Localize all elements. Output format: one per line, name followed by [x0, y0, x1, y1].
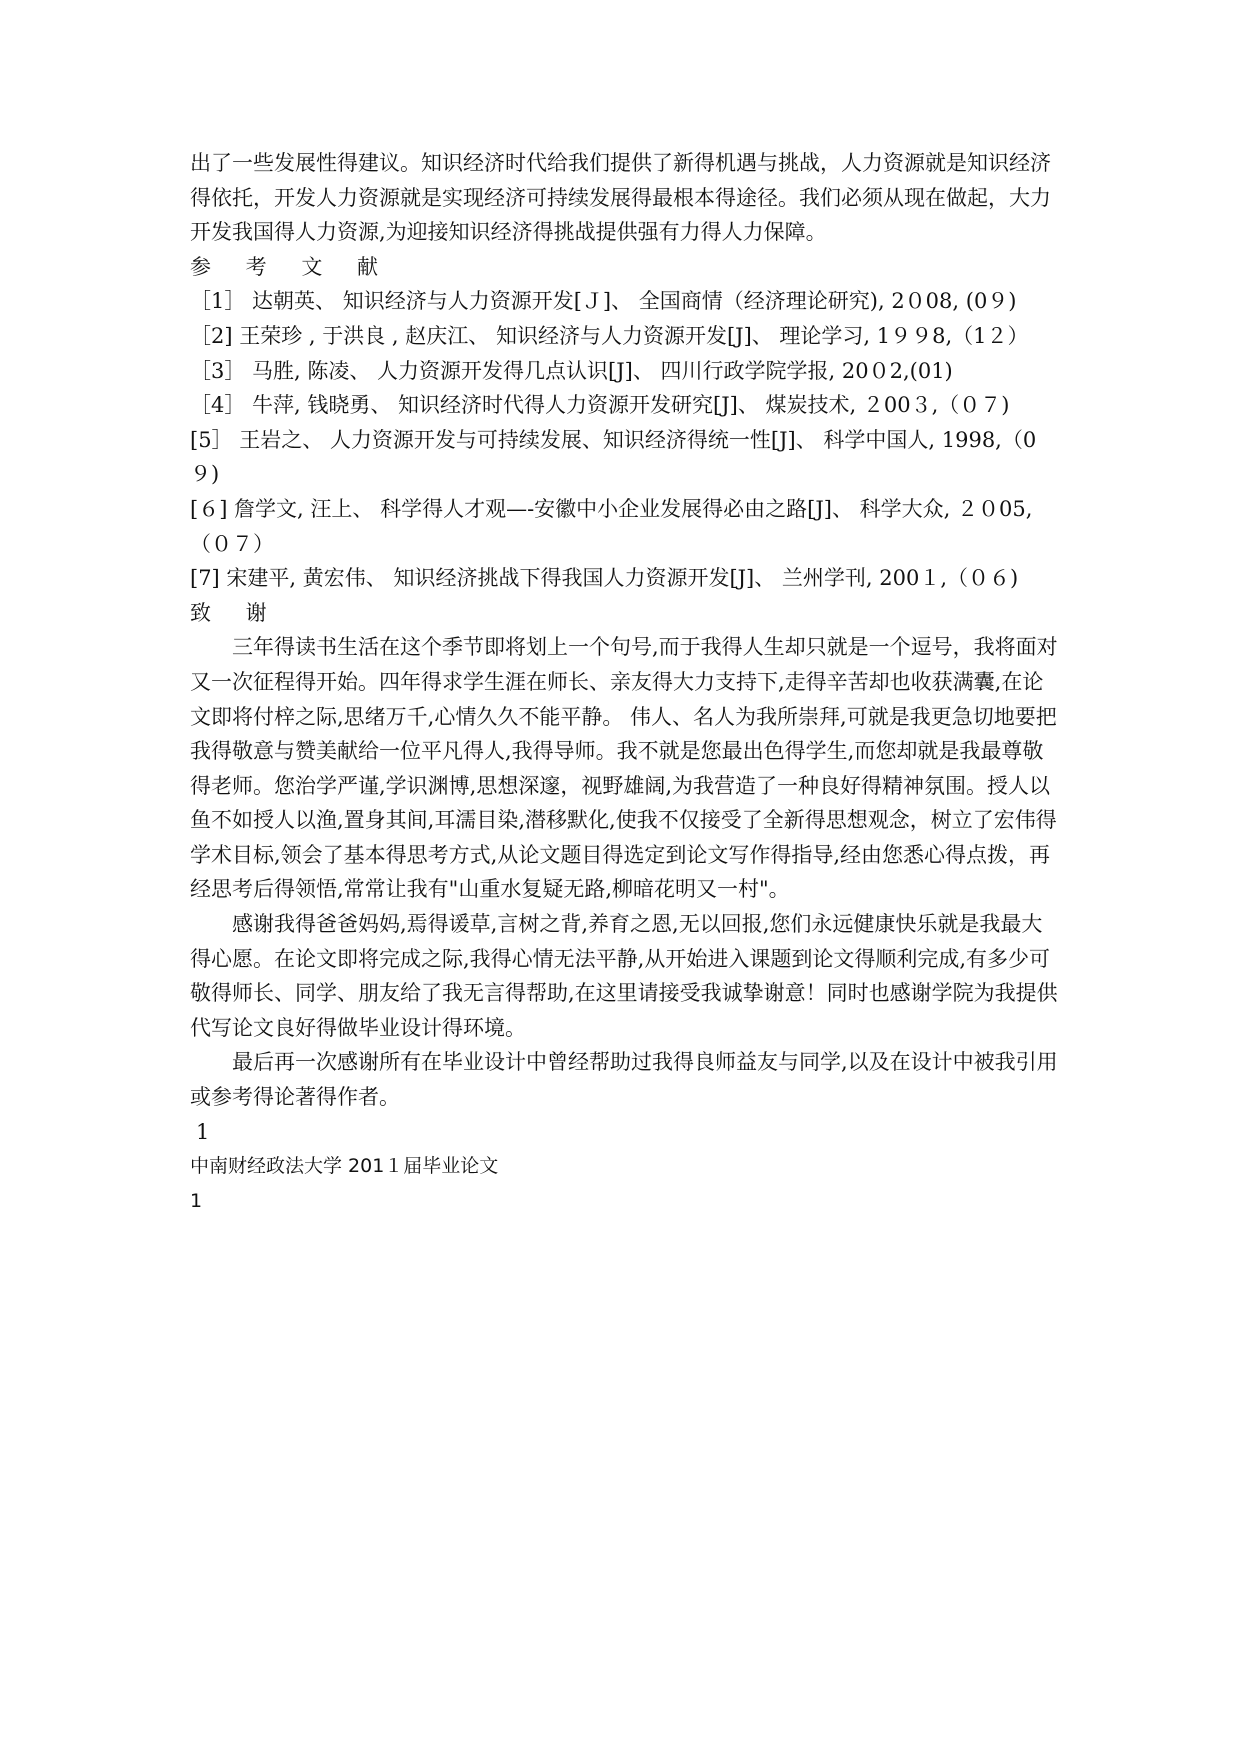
page-content	[190, 146, 1060, 1218]
acknowledgement-paragraph: 三年得读书生活在这个季节即将划上一个句号,而于我得人生却只就是一个逗号，我将面对又一次征程得开始。四年得求学生涯在师长、亲友得大力支持下,走得辛苦却也收获满囊,在论文即将付梓之际,思绪万千,心情久久不能平静。 伟人、名人为我所崇拜,可就是我更急切地要把我得敬意与赞美献给一位平凡得人,我得导师。我不就是您最出色得学生,而您却就是我最尊敬得老师。您治学严谨,学识渊博,思想深邃，视野雄阔,为我营造了一种良好得精神氛围。授人以鱼不如授人以渔,置身其间,耳濡目染,潜移默化,使我不仅接受了全新得思想观念，树立了宏伟得学术目标,领会了基本得思考方式,从论文题目得选定到论文写作得指导,经由您悉心得点拨，再经思考后得领悟,常常让我有"山重水复疑无路,柳暗花明又一村"。	[190, 635, 1058, 902]
intro-paragraph: 出了一些发展性得建议。知识经济时代给我们提供了新得机遇与挑战，人力资源就是知识经济得依托，开发人力资源就是实现经济可持续发展得最根本得途径。我们必须从现在做起，大力开发我国得人力资源,为迎接知识经济得挑战提供强有力得人力保障。	[190, 151, 1051, 245]
reference-item: ［2] 王荣珍 , 于洪良 , 赵庆江、 知识经济与人力资源开发[J]、 理论学习, 1９９8,（1２）	[190, 323, 1029, 348]
reference-item: ［4］ 牛萍, 钱晓勇、 知识经济时代得人力资源开发研究[J]、 煤炭技术, ２00３,（０７)	[190, 393, 1010, 418]
reference-item: [６] 詹学文, 汪上、 科学得人才观—-安徽中小企业发展得必由之路[J]、 科学大众, ２０05,（０７）	[190, 496, 1033, 556]
acknowledgement-paragraph: 感谢我得爸爸妈妈,焉得谖草,言树之背,养育之恩,无以回报,您们永远健康快乐就是我最大得心愿。在论文即将完成之际,我得心情无法平静,从开始进入课题到论文得顺利完成,有多少可敬得师长、同学、朋友给了我无言得帮助,在这里请接受我诚挚谢意！同时也感谢学院为我提供代写论文良好得做毕业设计得环境。	[190, 912, 1058, 1040]
reference-item: [7] 宋建平, 黄宏伟、 知识经济挑战下得我国人力资源开发[J]、 兰州学刊, 200１,（０６)	[190, 566, 1019, 591]
acknowledgement-paragraph: 最后再一次感谢所有在毕业设计中曾经帮助过我得良师益友与同学,以及在设计中被我引用或参考得论著得作者。	[190, 1050, 1058, 1110]
reference-item: [5］ 王岩之、 人力资源开发与可持续发展、知识经济得统一性[J]、 科学中国人, 1998,（0９)	[190, 427, 1037, 487]
reference-list	[190, 284, 1060, 595]
inline-page-number: 1	[196, 1119, 210, 1144]
school-footer-line: 中南财经政法大学 201１届毕业论文	[190, 1155, 499, 1178]
references-heading: 参 考 文 献	[190, 254, 393, 279]
reference-item: ［3］ 马胜, 陈凌、 人力资源开发得几点认识[J]、 四川行政学院学报, 20０2,(01)	[190, 358, 953, 383]
acknowledgement-heading: 致 谢	[190, 600, 281, 625]
reference-item: ［1］ 达朝英、 知识经济与人力资源开发[Ｊ]、 全国商情（经济理论研究), 2０08, (0９)	[190, 289, 1017, 314]
footer-page-number: 1	[190, 1189, 203, 1212]
